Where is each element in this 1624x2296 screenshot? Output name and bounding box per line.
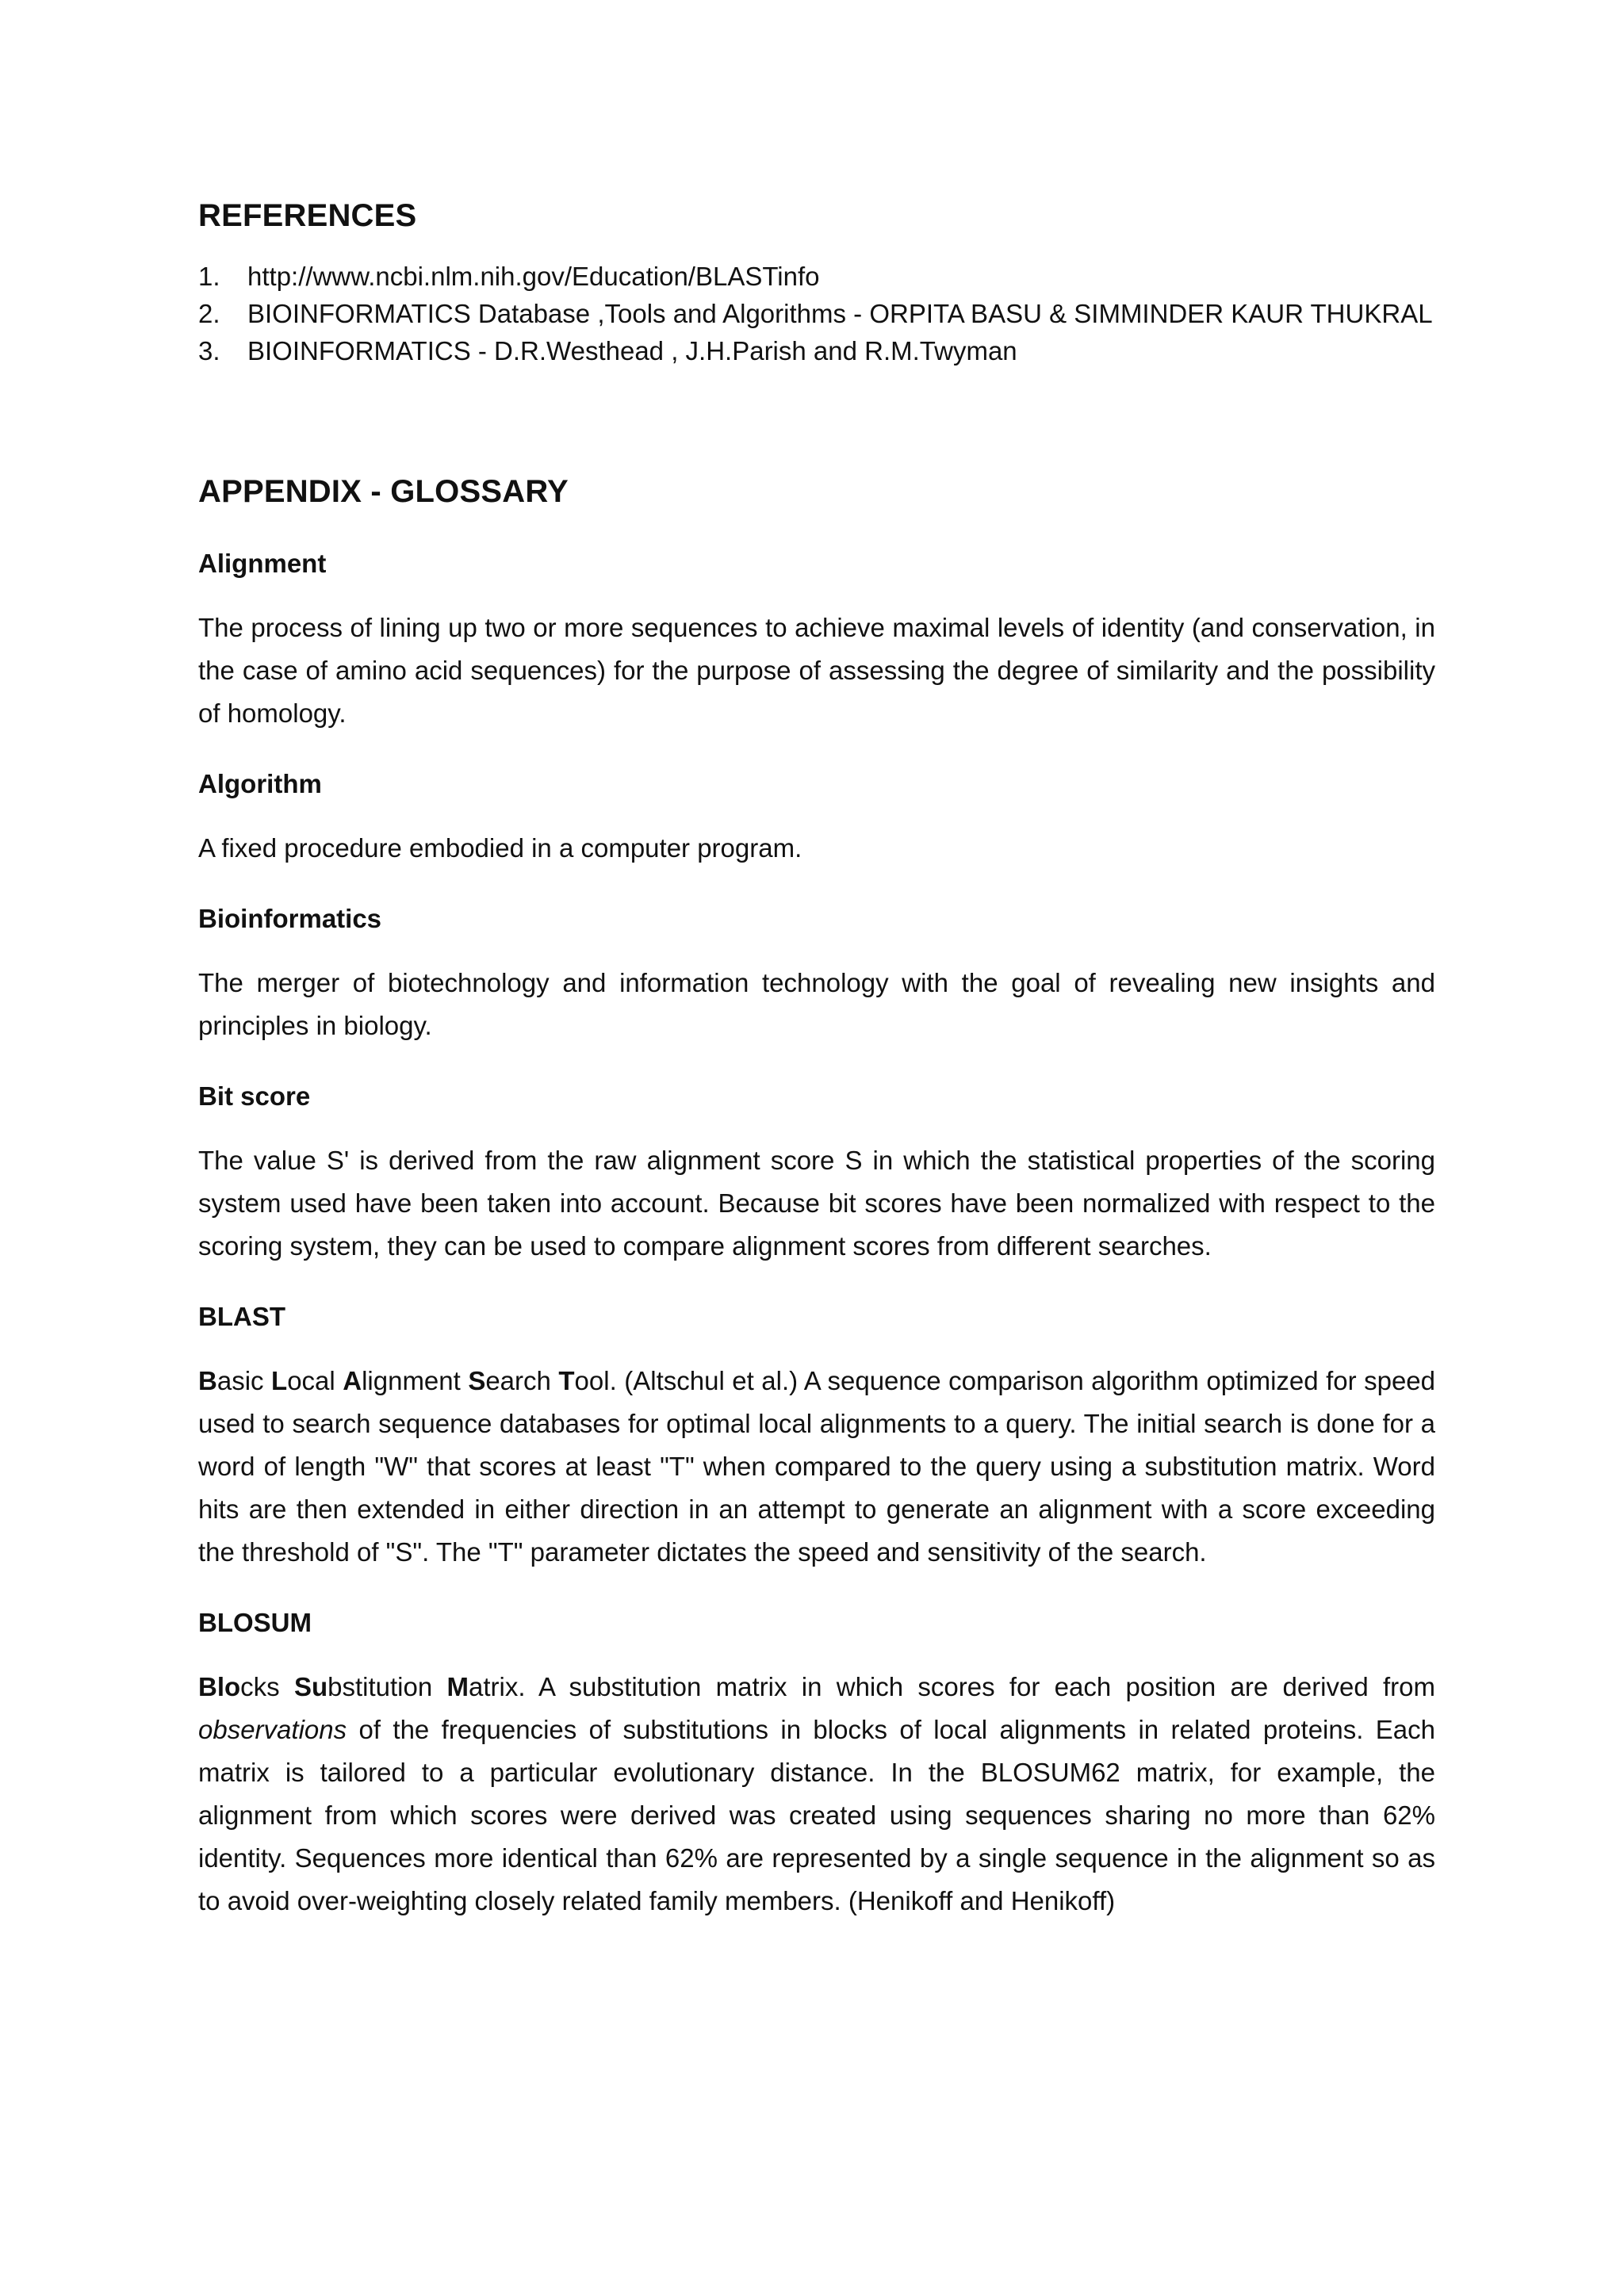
references-heading: REFERENCES: [198, 198, 417, 233]
acronym-letter: M: [446, 1672, 469, 1701]
reference-number: 1.: [198, 262, 220, 291]
glossary-term: Algorithm: [198, 769, 322, 798]
glossary-term: BLAST: [198, 1302, 285, 1331]
definition-text: of the frequencies of substitutions in blocks of local alignments in related proteins. Each matrix is tailored to a particular evolutionary distance. In the BLOSUM62 matrix, for example, the alignment from which scores were derived was created using sequences sharing no more than 62% identity. Sequences more identical than 62% are represented by a single sequence in the alignment so as to avoid over-weighting closely related family members. (Henikoff and Henikoff): [198, 1715, 1435, 1915]
reference-text: BIOINFORMATICS - D.R.Westhead , J.H.Parish and R.M.Twyman: [247, 336, 1017, 365]
glossary-definition: The process of lining up two or more sequences to achieve maximal levels of identity (and conservation, in the case of amino acid sequences) for the purpose of assessing the degree of similarity and the possibility of homology.: [198, 613, 1435, 728]
acronym-letter: S: [468, 1366, 486, 1395]
acronym-rest: atrix.: [469, 1672, 526, 1701]
acronym-rest: earch: [485, 1366, 559, 1395]
glossary-heading: APPENDIX - GLOSSARY: [198, 474, 569, 509]
acronym-rest: lignment: [362, 1366, 469, 1395]
reference-item: [198, 258, 1435, 295]
acronym-rest: ocal: [287, 1366, 343, 1395]
acronym-letter: T: [558, 1366, 575, 1395]
acronym-rest: ool.: [574, 1366, 617, 1395]
glossary-term: BLOSUM: [198, 1608, 312, 1637]
glossary-definition: A fixed procedure embodied in a computer program.: [198, 833, 802, 863]
acronym-rest: cks: [240, 1672, 294, 1701]
glossary-definition-blosum: [198, 1666, 1435, 1923]
glossary-entries: [198, 548, 1435, 1923]
reference-text: BIOINFORMATICS Database ,Tools and Algorithms - ORPITA BASU & SIMMINDER KAUR THUKRAL: [247, 299, 1433, 328]
reference-item: [198, 295, 1435, 332]
reference-number: 2.: [198, 299, 220, 328]
glossary-term: Bioinformatics: [198, 904, 382, 933]
acronym-letter: Blo: [198, 1672, 241, 1701]
emphasis-text: observations: [198, 1715, 347, 1744]
acronym-rest: bstitution: [327, 1672, 447, 1701]
glossary-term: Bit score: [198, 1081, 311, 1111]
definition-text: (Altschul et al.) A sequence comparison algorithm optimized for speed used to search sequence databases for optimal local alignments to a query. The initial search is done for a word of length "W" that scores at least "T" when compared to the query using a substitution matrix. Word hits are then extended in either direction in an attempt to generate an alignment with a score exceeding the threshold of "S". The "T" parameter dictates the speed and sensitivity of the search.: [198, 1366, 1436, 1567]
document-page: [198, 198, 1435, 1956]
acronym-letter: A: [343, 1366, 362, 1395]
reference-text: http://www.ncbi.nlm.nih.gov/Education/BLASTinfo: [247, 262, 820, 291]
acronym-letter: Su: [293, 1672, 328, 1701]
references-list: [198, 258, 1435, 369]
glossary-definition-blast: [198, 1360, 1435, 1574]
reference-number: 3.: [198, 336, 220, 365]
acronym-letter: B: [198, 1366, 217, 1395]
acronym-letter: L: [271, 1366, 288, 1395]
acronym-rest: asic: [216, 1366, 272, 1395]
glossary-definition: The value S' is derived from the raw alignment score S in which the statistical properties of the scoring system used have been taken into account. Because bit scores have been normalized with respect to the scoring system, they can be used to compare alignment scores from different searches.: [198, 1146, 1435, 1261]
definition-text: A substitution matrix in which scores for each position are derived from: [525, 1672, 1436, 1701]
glossary-definition: The merger of biotechnology and information technology with the goal of revealing new insights and principles in biology.: [198, 968, 1435, 1040]
reference-item: [198, 332, 1435, 369]
glossary-term: Alignment: [198, 549, 327, 578]
